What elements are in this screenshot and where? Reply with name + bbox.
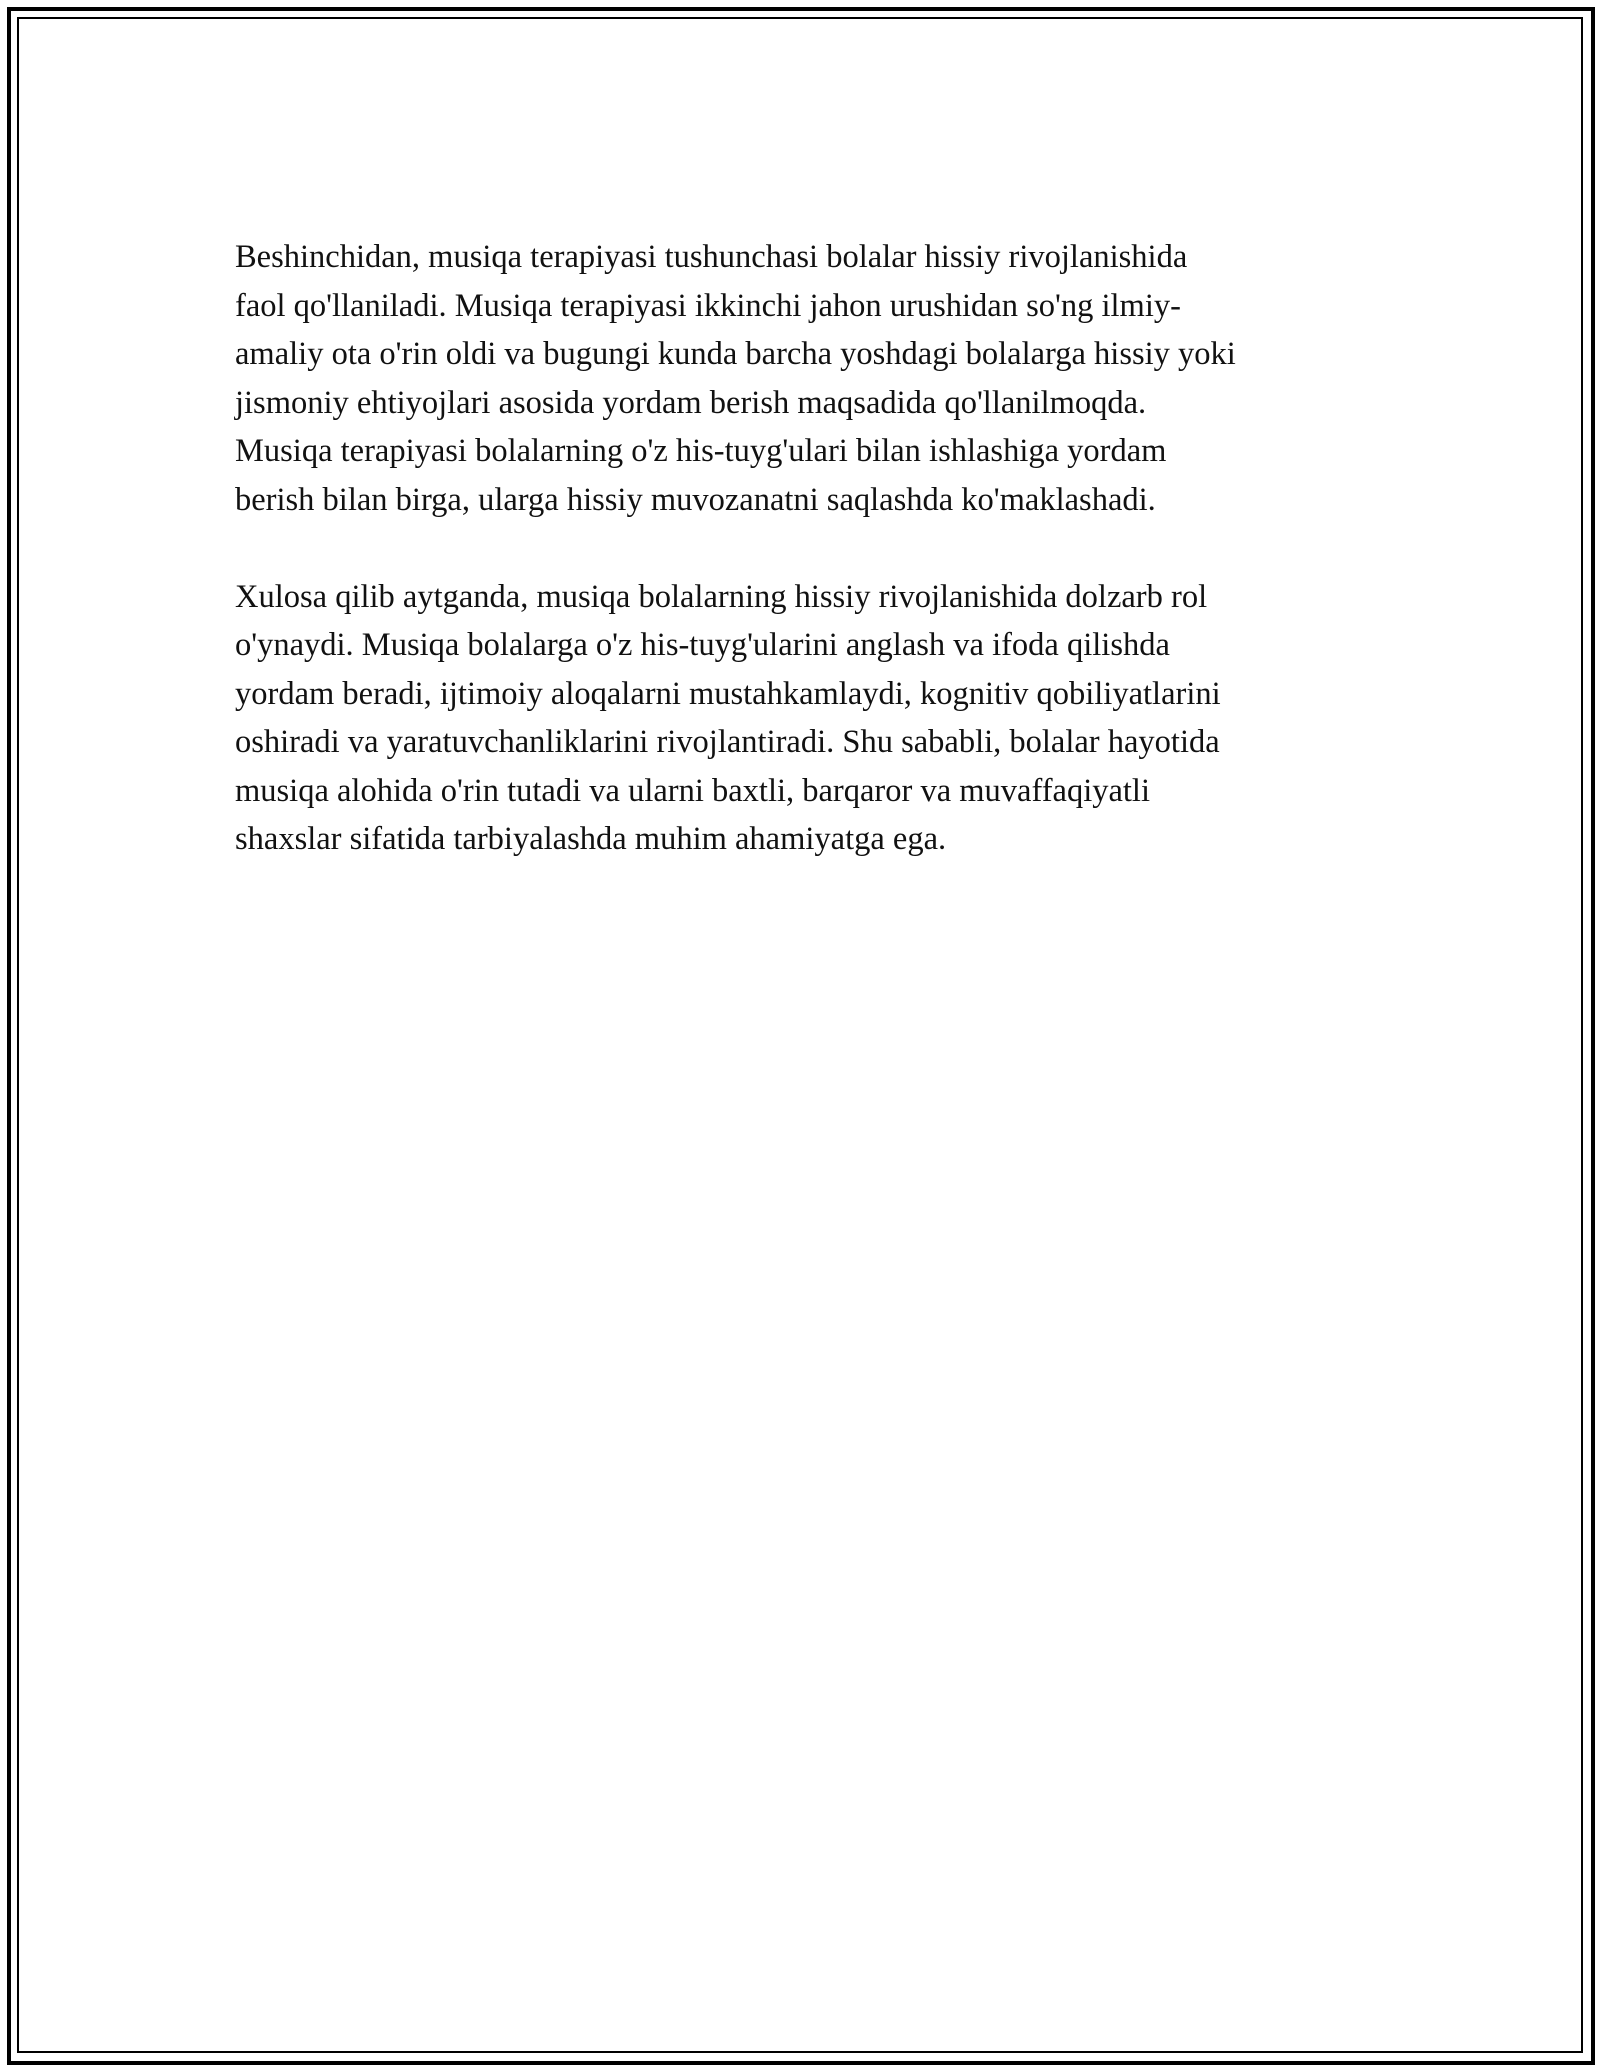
paragraph-conclusion: Xulosa qilib aytganda, musiqa bolalarning hissiy rivojlanishida dolzarb rol o'ynaydi. Musiqa bolalarga o'z his-tuyg'ularini anglash va ifoda qilishda yordam beradi, ijtimoiy aloqalarni mustahkamlaydi, kognitiv qobiliyatlarini oshiradi va yaratuvchanliklarini rivojlantiradi. Shu sababli, bolalar hayotida musiqa alohida o'rin tutadi va ularni baxtli, barqaror va muvaffaqiyatli shaxslar sifatida tarbiyalashda muhim ahamiyatga ega.	[235, 578, 1221, 857]
document-body	[235, 233, 1375, 864]
paragraph-music-therapy: Beshinchidan, musiqa terapiyasi tushunchasi bolalar hissiy rivojlanishida faol qo'llaniladi. Musiqa terapiyasi ikkinchi jahon urushidan so'ng ilmiy- amaliy ota o'rin oldi va bugungi kunda barcha yoshdagi bolalarga hissiy yoki jismoniy ehtiyojlari asosida yordam berish maqsadida qo'llanilmoqda. Musiqa terapiyasi bolalarning o'z his-tuyg'ulari bilan ishlashiga yordam berish bilan birga, ularga hissiy muvozanatni saqlashda ko'maklashadi.	[235, 239, 1236, 518]
